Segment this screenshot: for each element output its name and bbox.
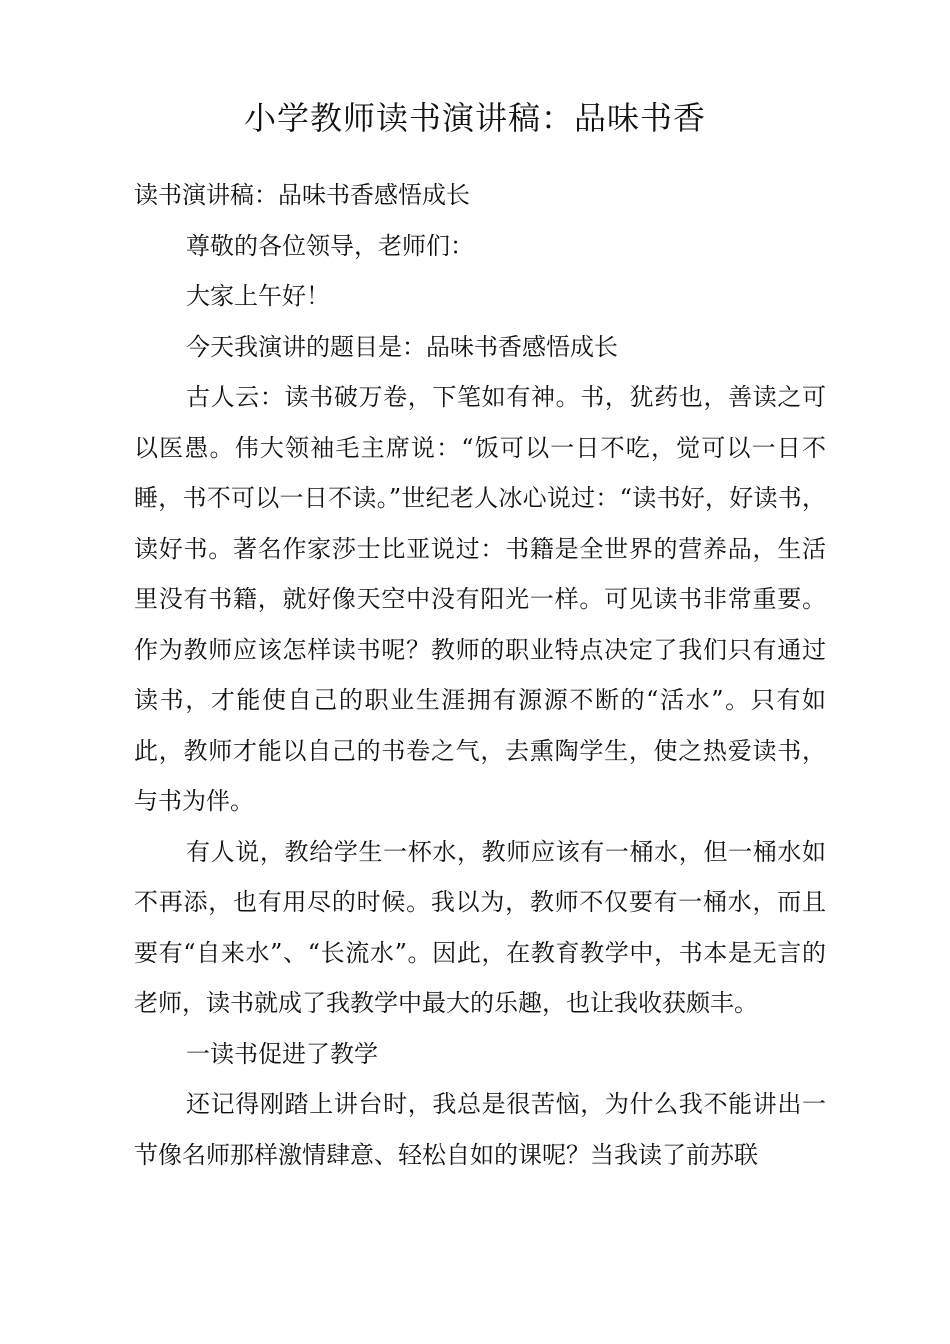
paragraph-memory: 还记得刚踏上讲台时，我总是很苦恼，为什么我不能讲出一节像名师那样激情肆意、轻松自如的课呢？当我读了前苏联 (134, 1090, 826, 1169)
paragraph-subtitle: 读书演讲稿：品味书香感悟成长 (134, 181, 470, 209)
paragraph-topic: 今天我演讲的题目是：品味书香感悟成长 (186, 332, 618, 361)
paragraph-quotes: 古人云：读书破万卷，下笔如有神。书，犹药也，善读之可以医愚。伟大领袖毛主席说：“饭可以一日不吃，觉可以一日不睡，书不可以一日不读。”世纪老人冰心说过：“读书好，好读书，读好书。著名作家莎士比亚说过：书籍是全世界的营养品，生活里没有书籍，就好像天空中没有阳光一样。可见读书非常重要。作为教师应该怎样读书呢？教师的职业特点决定了我们只有通过读书，才能使自己的职业生涯拥有源源不断的“活水”。只有如此，教师才能以自己的书卷之气，去熏陶学生，使之热爱读书，与书为伴。 (134, 383, 826, 815)
section-heading: 一读书促进了教学 (186, 1039, 378, 1068)
paragraph-good-morning: 大家上午好！ (186, 282, 330, 310)
paragraph-bucket-of-water: 有人说，教给学生一杯水，教师应该有一桶水，但一桶水如不再添，也有用尽的时候。我以为，教师不仅要有一桶水，而且要有“自来水”、“长流水”。因此，在教育教学中，书本是无言的老师，读书就成了我教学中最大的乐趣，也让我收获颇丰。 (134, 837, 826, 1017)
paragraph-greeting: 尊敬的各位领导，老师们： (186, 231, 474, 260)
document-body (134, 170, 826, 1180)
document-title: 小学教师读书演讲稿：品味书香 (243, 99, 706, 137)
